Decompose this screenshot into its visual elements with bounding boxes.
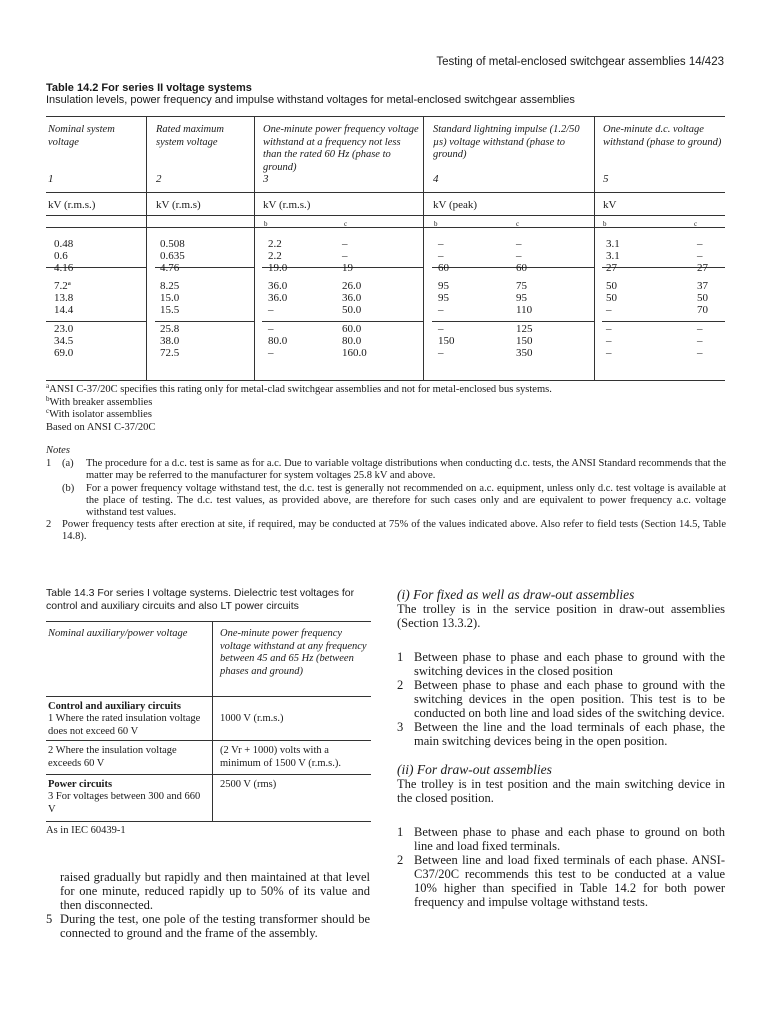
table-cell: 95 (438, 292, 449, 304)
table-cell: – (268, 304, 274, 316)
table-cell: 23.0 (54, 323, 74, 335)
header-num-3: 3 (263, 173, 269, 185)
t143-row-2-label: 2 Where the insulation voltage exceeds 60 V (48, 745, 177, 769)
table-cell: – (697, 238, 703, 250)
list-item: 3 Between the line and the load terminals of each phase, the main switching devices being in the open position. (397, 720, 725, 748)
table-cell: 2.2 (268, 238, 282, 250)
t143-header-nominal-voltage: Nominal auxiliary/power voltage (48, 628, 188, 639)
table-cell: – (342, 238, 348, 250)
table-cell: 15.0 (160, 292, 180, 304)
table-cell: 4.76 (160, 262, 180, 274)
table-cell: – (438, 323, 444, 335)
section-fixed-drawout-intro: The trolley is in the service position in draw-out assemblies (Section 13.3.2). (397, 602, 725, 630)
t143-section-power: Power circuits (48, 779, 113, 790)
running-header: Testing of metal-enclosed switchgear assemblies 14/423 (436, 56, 724, 68)
table-cell: 350 (516, 347, 533, 359)
table-cell: 38.0 (160, 335, 180, 347)
sub-b-col-4: b (434, 220, 438, 228)
header-num-1: 1 (48, 173, 54, 185)
t143-row-2-value: (2 Vr + 1000) volts with a minimum of 1500 V (r.m.s.). (220, 745, 341, 769)
table-cell: 60 (516, 262, 527, 274)
list-item: 1 Between phase to phase and each phase to ground on both line and load fixed terminals. (397, 825, 725, 853)
table-cell: 150 (438, 335, 455, 347)
table-cell: 27 (697, 262, 708, 274)
table-cell: 125 (516, 323, 533, 335)
table-cell: 60 (438, 262, 449, 274)
table-cell: – (268, 323, 274, 335)
table-cell: 0.48 (54, 238, 74, 250)
table-cell: – (516, 250, 522, 262)
footnote-source: Based on ANSI C-37/20C (46, 421, 156, 433)
table-cell: 13.8 (54, 292, 74, 304)
table-cell: – (606, 347, 612, 359)
table-cell: 150 (516, 335, 533, 347)
unit-col-2: kV (r.m.s) (156, 199, 201, 211)
table-cell: 0.635 (160, 250, 185, 262)
footnote-c: $^c$With isolator assemblies (46, 407, 152, 420)
table-14-2-notes (46, 445, 726, 544)
header-lightning-impulse: Standard lightning impulse (1.2/50 µs) voltage withstand (phase to ground) (433, 124, 580, 160)
t143-row-1-value: 1000 V (r.m.s.) (220, 713, 284, 724)
list-item: 1 Between phase to phase and each phase to ground with the switching devices in the closed position (397, 650, 725, 678)
table-cell: – (697, 335, 703, 347)
unit-col-5: kV (603, 199, 617, 211)
sub-c-col-3: c (344, 220, 348, 228)
t143-row-3-label: 3 For voltages between 300 and 660 V (48, 791, 201, 815)
table-cell: – (438, 238, 444, 250)
table-cell: 36.0 (268, 280, 288, 292)
note-1a: 1 (a) The procedure for a d.c. test is same as for a.c. Due to variable voltage distributions when conducting d.c. tests, the ANSI Standard recommends that the matter may be referred to the manufacturer for system voltages 25.8 kV and above. (46, 458, 726, 482)
header-num-4: 4 (433, 173, 439, 185)
table-cell: 26.0 (342, 280, 362, 292)
table-cell: 50 (697, 292, 708, 304)
table-14-2-title: Table 14.2 For series II voltage systems (46, 82, 252, 94)
table-cell: 36.0 (268, 292, 288, 304)
table-14-2-subtitle: Insulation levels, power frequency and impulse withstand voltages for metal-enclosed switchgear assemblies (46, 94, 575, 106)
section-drawout-intro: The trolley is in test position and the main switching device in the closed position. (397, 777, 725, 805)
list-item: 2 Between phase to phase and each phase to ground with the switching devices in the open position. This test is to be conducted on both line and load sides of the switching device. (397, 678, 725, 720)
table-cell: 34.5 (54, 335, 74, 347)
table-14-3-title: Table 14.3 For series I voltage systems. Dielectric test voltages for control and auxiliary circuits and also LT power circuits (46, 587, 355, 612)
table-cell: 3.1 (606, 250, 620, 262)
note-2: 2 Power frequency tests after erection at site, if required, may be conducted at 75% of the values indicated above. Also refer to field tests (Section 14.5, Table 14.8). (46, 519, 726, 543)
table-cell: 72.5 (160, 347, 180, 359)
table-cell: – (606, 304, 612, 316)
table-cell: 50.0 (342, 304, 362, 316)
table-cell: 4.16 (54, 262, 74, 274)
list-item-5: 5 During the test, one pole of the testing transformer should be connected to ground and the frame of the assembly. (46, 912, 370, 940)
table-cell: 80.0 (342, 335, 362, 347)
header-rated-maximum-voltage: Rated maximum system voltage (156, 124, 224, 148)
table-cell: 50 (606, 280, 617, 292)
table-14-2-footnotes (46, 384, 552, 434)
table-cell: 19.0 (268, 262, 288, 274)
table-cell: – (342, 250, 348, 262)
header-num-2: 2 (156, 173, 162, 185)
table-14-3 (46, 621, 371, 821)
header-dc-withstand: One-minute d.c. voltage withstand (phase to ground) (603, 124, 722, 148)
table-cell: – (697, 323, 703, 335)
table-cell: 2.2 (268, 250, 282, 262)
section-fixed-drawout-heading: (i) For fixed as well as draw-out assemblies (397, 587, 635, 602)
footnote-b: $^b$With breaker assemblies (46, 394, 153, 408)
table-14-3-source: As in IEC 60439-1 (46, 825, 126, 836)
table-cell: 27 (606, 262, 617, 274)
header-num-5: 5 (603, 173, 609, 185)
sub-c-col-4: c (516, 220, 520, 228)
table-cell: 75 (516, 280, 527, 292)
table-cell: – (438, 347, 444, 359)
table-cell: – (606, 335, 612, 347)
table-cell: – (606, 323, 612, 335)
table-cell: – (268, 347, 274, 359)
table-cell: 8.25 (160, 280, 180, 292)
header-power-frequency-withstand: One-minute power frequency voltage withstand at a frequency not less than the rated 60 Hz (phase to ground) (263, 124, 419, 173)
table-cell: 3.1 (606, 238, 620, 250)
table-cell: 7.2ª (54, 280, 71, 292)
unit-col-4: kV (peak) (433, 199, 478, 211)
sub-b-col-5: b (603, 220, 607, 228)
notes-title: Notes (46, 445, 70, 456)
table-cell: 50 (606, 292, 617, 304)
continuation-paragraph: raised gradually but rapidly and then maintained at that level for one minute, reduced rapidly up to 50% of its value and then disconnected. (60, 870, 370, 912)
header-nominal-voltage: Nominal system voltage (48, 124, 115, 148)
t143-row-1-label: 1 Where the rated insulation voltage does not exceed 60 V (48, 713, 201, 737)
table-cell: 95 (516, 292, 527, 304)
section-drawout-heading: (ii) For draw-out assemblies (397, 762, 552, 777)
table-cell: 70 (697, 304, 708, 316)
right-column (397, 587, 725, 909)
table-cell: – (516, 238, 522, 250)
sub-b-col-3: b (264, 220, 268, 228)
table-cell: 14.4 (54, 304, 74, 316)
table-cell: 60.0 (342, 323, 362, 335)
unit-col-3: kV (r.m.s.) (263, 199, 311, 211)
table-cell: – (438, 304, 444, 316)
table-cell: – (438, 250, 444, 262)
t143-header-withstand: One-minute power frequency voltage withstand at any frequency between 45 and 65 Hz (between phases and ground) (220, 628, 367, 677)
table-cell: 80.0 (268, 335, 288, 347)
left-column-body (46, 870, 370, 940)
table-cell: 15.5 (160, 304, 180, 316)
t143-section-control: Control and auxiliary circuits (48, 701, 181, 712)
table-cell: 37 (697, 280, 708, 292)
table-cell: 0.508 (160, 238, 185, 250)
table-cell: – (697, 250, 703, 262)
footnote-a: $^a$ANSI C-37/20C specifies this rating only for metal-clad switchgear assemblies and not for metal-enclosed bus systems. (46, 382, 552, 395)
table-cell: 110 (516, 304, 533, 316)
table-14-2 (46, 116, 725, 380)
t143-row-3-value: 2500 V (rms) (220, 779, 277, 790)
note-1b: (b) For a power frequency voltage withstand test, the d.c. test is generally not recommended on a.c. equipment, unless only d.c. test voltage is available at the place of testing. The d.c. test values, as provided above, are therefore for such cases only and are equivalent to power frequency a.c. voltage withstand test values. (62, 482, 726, 519)
table-cell: 69.0 (54, 347, 74, 359)
table-cell: 160.0 (342, 347, 367, 359)
table-cell: 19 (342, 262, 353, 274)
table-cell: 0.6 (54, 250, 68, 262)
table-cell: – (697, 347, 703, 359)
table-cell: 25.8 (160, 323, 180, 335)
table-cell: 36.0 (342, 292, 362, 304)
list-item: 2 Between line and load fixed terminals of each phase. ANSI-C37/20C recommends this test to be conducted at a value 10% higher than specified in Table 14.2 for both power frequency and impulse voltage withstand tests. (397, 853, 725, 909)
sub-c-col-5: c (694, 220, 698, 228)
unit-col-1: kV (r.m.s.) (48, 199, 96, 211)
table-cell: 95 (438, 280, 449, 292)
